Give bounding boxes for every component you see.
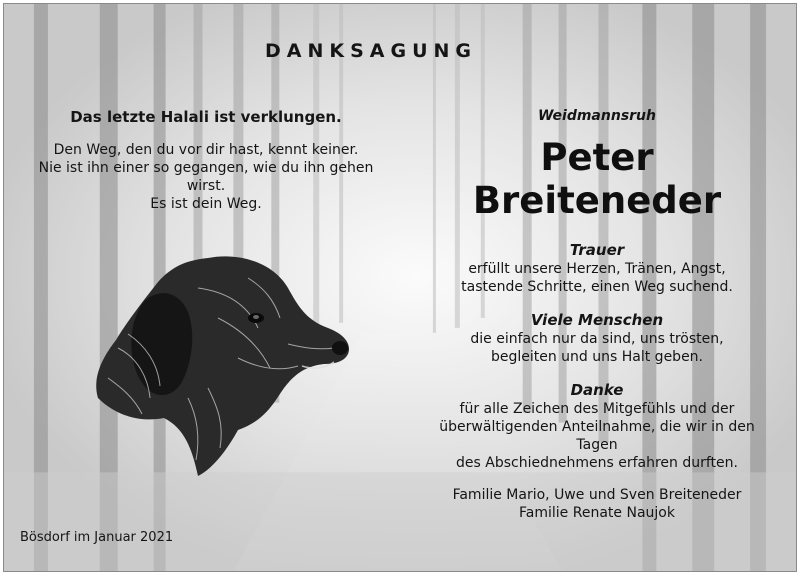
- poem-line: Es ist dein Weg.: [150, 196, 262, 212]
- place-date: Bösdorf im Januar 2021: [20, 530, 174, 545]
- section-line: für alle Zeichen des Mitgefühls und der: [459, 401, 735, 417]
- section-title: Danke: [570, 381, 624, 399]
- family-signature: [422, 486, 772, 522]
- heading: DANKSAGUNG: [264, 40, 477, 62]
- section-danke: [422, 380, 772, 472]
- dog-head-illustration: [88, 248, 354, 480]
- family-line: Familie Mario, Uwe und Sven Breiteneder: [452, 487, 742, 503]
- memorial-text: [422, 108, 772, 522]
- obituary-card: [3, 3, 797, 572]
- poem-line: Nie ist ihn einer so gegangen, wie du ihn gehen wirst.: [38, 160, 374, 194]
- section-trauer: [422, 240, 772, 296]
- poem-line: Den Weg, den du vor dir hast, kennt keiner.: [53, 142, 359, 158]
- section-line: überwältigenden Anteilnahme, die wir in den Tagen: [439, 419, 755, 453]
- section-line: erfüllt unsere Herzen, Tränen, Angst,: [468, 261, 726, 277]
- section-line: die einfach nur da sind, uns trösten,: [470, 331, 724, 347]
- section-title: Viele Menschen: [530, 311, 664, 329]
- quote-block: [26, 108, 386, 213]
- section-title: Trauer: [569, 241, 625, 259]
- family-line: Familie Renate Naujok: [519, 505, 675, 521]
- kicker: Weidmannsruh: [537, 108, 656, 124]
- section-line: tastende Schritte, einen Weg suchend.: [461, 279, 733, 295]
- deceased-name: Peter Breiteneder: [472, 136, 722, 222]
- section-line: begleiten und uns Halt geben.: [490, 349, 704, 365]
- section-line: des Abschiednehmens erfahren durften.: [456, 455, 738, 471]
- quote-title: Das letzte Halali ist verklungen.: [70, 108, 342, 126]
- section-viele-menschen: [422, 310, 772, 366]
